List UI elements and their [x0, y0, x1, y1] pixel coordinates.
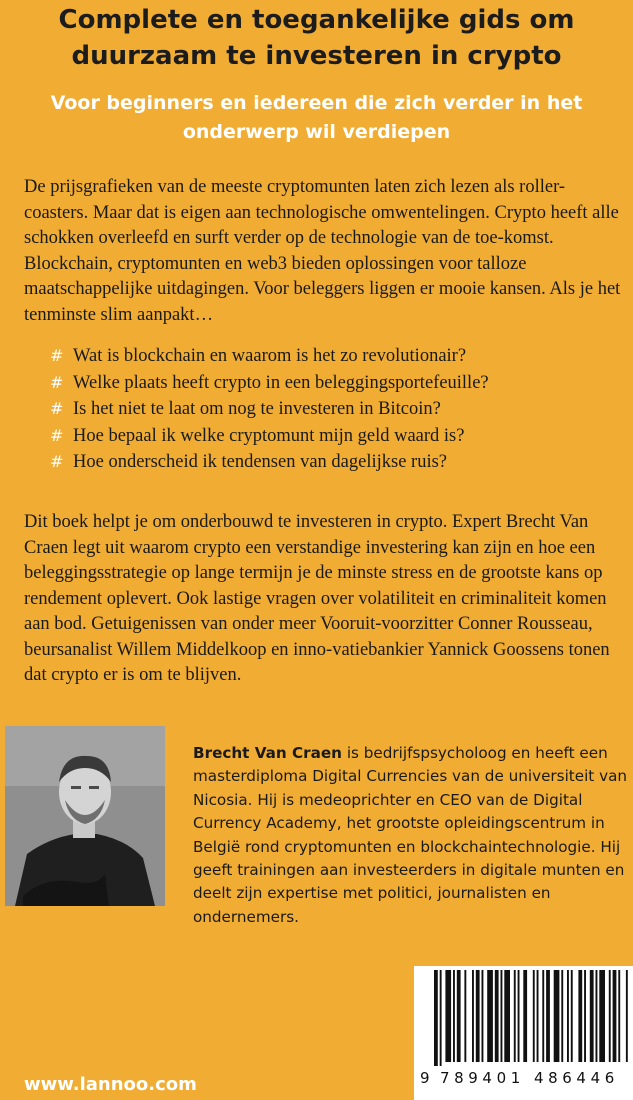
- list-item: [50, 423, 489, 450]
- isbn-barcode: [414, 966, 633, 1100]
- barcode-bar: [578, 970, 582, 1062]
- barcode-bar: [457, 970, 461, 1062]
- barcode-bar: [596, 970, 598, 1062]
- question-text: Wat is blockchain en waarom is het zo revolutionair?: [73, 346, 467, 366]
- barcode-bar: [523, 970, 527, 1062]
- hash-bullet-icon: #: [50, 425, 64, 445]
- barcode-bar: [453, 970, 455, 1062]
- barcode-bar: [567, 970, 569, 1062]
- barcode-bar: [464, 970, 466, 1062]
- barcode-bar: [599, 970, 605, 1062]
- barcode-bar: [518, 970, 520, 1062]
- book-subtitle: Voor beginners en iedereen die zich verder in het onderwerp wil verdiepen: [50, 92, 583, 143]
- body-paragraph: Dit boek helpt je om onderbouwd te investeren in crypto. Expert Brecht Van Craen legt uit waarom crypto een verstandige investering kan zijn en hoe een beleggingsstrategie op lange termijn je de minste stress en de grootste kans op rendement oplevert. Ook lastige vragen over volatiliteit en criminaliteit komen aan bod. Getuigenissen van onder meer Vooruit-voorzitter Conner Rousseau, beursanalist Willem Middelkoop en inno-vatiebankier Yannick Goossens tonen dat crypto er is om te blijven.: [24, 512, 610, 685]
- barcode-bar: [514, 970, 516, 1062]
- publisher-website: www.lannoo.com: [24, 1074, 197, 1095]
- barcode-bar: [472, 970, 474, 1062]
- isbn-first-digit: 9: [420, 1069, 430, 1087]
- hash-bullet-icon: #: [50, 346, 64, 365]
- barcode-bar: [584, 970, 586, 1062]
- barcode-bar: [495, 970, 499, 1062]
- barcode-bar: [537, 970, 539, 1062]
- barcode-bar: [613, 970, 617, 1062]
- list-item: [50, 370, 489, 397]
- barcode-bar: [487, 970, 493, 1062]
- author-photo: [5, 726, 165, 906]
- barcode-bar: [476, 970, 480, 1062]
- barcode-bar: [609, 970, 611, 1062]
- barcode-bar: [440, 970, 442, 1066]
- barcode-bar: [434, 970, 438, 1066]
- barcode-bar: [554, 970, 560, 1062]
- isbn-group-right: 486446: [534, 1069, 619, 1087]
- author-portrait-icon: [5, 726, 165, 906]
- barcode-bar: [542, 970, 544, 1062]
- barcode-bar: [561, 970, 563, 1062]
- question-text: Hoe onderscheid ik tendensen van dagelijkse ruis?: [73, 452, 447, 472]
- book-title: Complete en toegankelijke gids om duurzaam te investeren in crypto: [58, 5, 575, 71]
- question-text: Hoe bepaal ik welke cryptomunt mijn geld waard is?: [73, 425, 465, 446]
- barcode-bar: [590, 970, 594, 1062]
- barcode-bar: [571, 970, 573, 1062]
- author-name: Brecht Van Craen: [193, 744, 342, 762]
- barcode-bar: [445, 970, 451, 1062]
- barcode-bar: [533, 970, 535, 1062]
- hash-bullet-icon: #: [50, 452, 64, 471]
- question-list: [50, 343, 489, 476]
- author-bio-text: is bedrijfspsycholoog en heeft een masterdiploma Digital Currencies van de universiteit van Nicosia. Hij is medeoprichter en CEO van de Digital Currency Academy, het grootste opleidingscentrum in België rond cryptomunten en blockchaintechnologie. Hij geeft trainingen aan investeerders in digitale munten en deelt zijn expertise met politici, journalisten en ondernemers.: [193, 744, 628, 926]
- barcode-bar: [618, 970, 620, 1062]
- hash-bullet-icon: #: [50, 372, 64, 392]
- barcode-bar: [546, 970, 550, 1062]
- barcode-bar: [626, 970, 628, 1062]
- isbn-group-left: 789401: [440, 1069, 525, 1087]
- barcode-bar: [501, 970, 503, 1062]
- list-item: [50, 396, 489, 423]
- list-item: [50, 343, 489, 370]
- barcode-bar: [504, 970, 510, 1062]
- list-item: [50, 449, 489, 476]
- intro-paragraph: De prijsgrafieken van de meeste cryptomunten laten zich lezen als roller-coasters. Maar dat is eigen aan technologische omwentelingen. Crypto heeft alle schokken overleefd en surft verder op de technologie van de toe-komst. Blockchain, cryptomunten en web3 bieden oplossingen voor talloze maatschappelijke uitdagingen. Voor beleggers liggen er mooie kansen. Als je het tenminste slim aanpakt…: [24, 177, 621, 325]
- hash-bullet-icon: #: [50, 399, 64, 418]
- author-bio: [193, 742, 629, 929]
- question-text: Is het niet te laat om nog te investeren in Bitcoin?: [73, 399, 441, 419]
- question-text: Welke plaats heeft crypto in een beleggingsportefeuille?: [73, 372, 489, 393]
- barcode-bar: [482, 970, 484, 1062]
- barcode-icon: [414, 966, 633, 1066]
